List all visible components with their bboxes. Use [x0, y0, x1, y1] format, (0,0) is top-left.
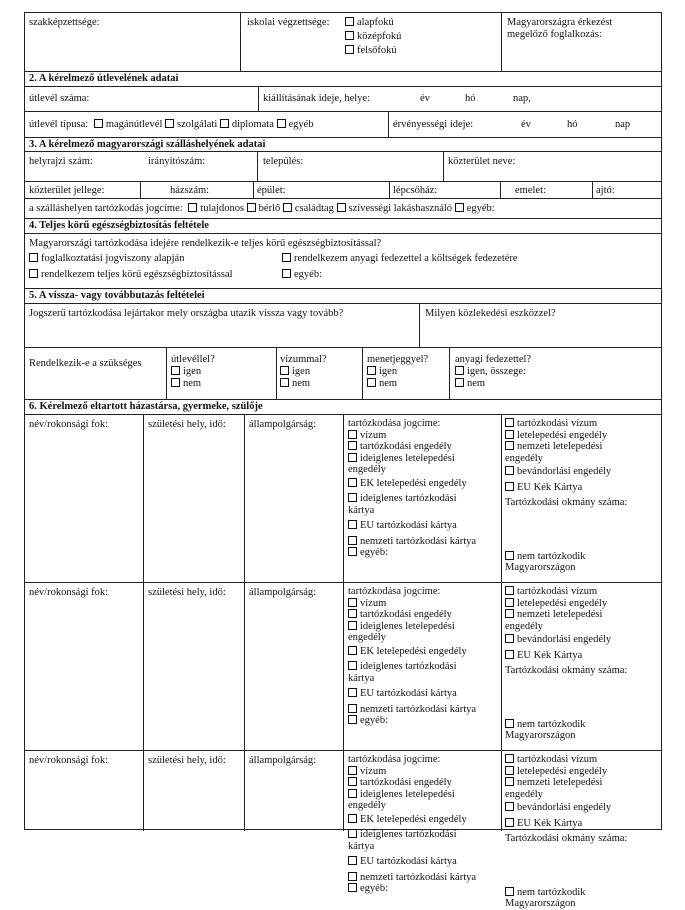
dependent-block	[25, 414, 661, 582]
checkbox[interactable]	[505, 777, 514, 786]
citizenship-label: állampolgárság:	[249, 587, 317, 598]
street-name-label: közterület neve:	[448, 156, 516, 167]
city-label: település:	[263, 156, 304, 167]
school-options: alapfokú középfokú felsőfokú	[345, 16, 401, 58]
checkbox[interactable]	[505, 634, 514, 643]
checkbox[interactable]	[94, 119, 103, 128]
citizenship-label: állampolgárság:	[249, 755, 317, 766]
checkbox[interactable]	[505, 802, 514, 811]
floor-label: emelet:	[515, 185, 546, 196]
school-label: iskolai végzettsége:	[247, 17, 330, 28]
checkbox[interactable]	[505, 551, 514, 560]
stay-title-list: tartózkodása jogcíme: vízum tartózkodási engedély ideiglenes letelepedési engedély EK letelepedési engedély ideiglenes tartózkodási kártya EU tartózkodási kártya nemzeti tartózkodási kártya egyéb:	[348, 586, 477, 726]
day-label: nap,	[513, 93, 531, 104]
section-title: 6. Kérelmező eltartott házastársa, gyermeke, szülője	[29, 401, 263, 412]
address-row-2	[25, 181, 661, 198]
checkbox[interactable]	[505, 418, 514, 427]
checkbox[interactable]	[277, 119, 286, 128]
checkbox[interactable]	[188, 203, 197, 212]
checkbox[interactable]	[345, 45, 354, 54]
requirements-label: Rendelkezik-e a szükséges	[29, 358, 142, 369]
validity-label: érvényességi ideje:	[393, 119, 474, 130]
passport-number-label: útlevél száma:	[29, 93, 90, 104]
checkbox[interactable]	[505, 650, 514, 659]
checkbox[interactable]	[367, 378, 376, 387]
checkbox[interactable]	[345, 17, 354, 26]
passport-yes-no: útlevéllel? igen nem	[171, 354, 215, 389]
day-label: nap	[615, 119, 631, 130]
permit-type-list: tartózkodási vízum letelepedési engedély nemzeti letelepedési engedély bevándorlási engedély EU Kék Kártya Tartózkodási okmány száma: nem tartózkodik Magyarországon	[505, 754, 628, 909]
birth-place-date-label: születési hely, idő:	[148, 755, 226, 766]
checkbox[interactable]	[337, 203, 346, 212]
checkbox[interactable]	[348, 661, 357, 670]
staircase-label: lépcsőház:	[393, 185, 438, 196]
dependent-block	[25, 750, 661, 909]
passport-type: útlevél típusa: magánútlevél szolgálati diplomata egyéb	[29, 119, 314, 130]
checkbox[interactable]	[505, 754, 514, 763]
checkbox[interactable]	[282, 269, 291, 278]
checkbox[interactable]	[348, 777, 357, 786]
parcel-label: helyrajzi szám:	[29, 156, 93, 167]
checkbox[interactable]	[171, 378, 180, 387]
permit-type-list: tartózkodási vízum letelepedési engedély nemzeti letelepedési engedély bevándorlási engedély EU Kék Kártya Tartózkodási okmány száma: nem tartózkodik Magyarországon	[505, 418, 628, 573]
insurance-option: egyéb:	[282, 269, 322, 281]
checkbox[interactable]	[505, 430, 514, 439]
checkbox[interactable]	[247, 203, 256, 212]
checkbox[interactable]	[455, 203, 464, 212]
checkbox[interactable]	[348, 609, 357, 618]
year-label: év	[521, 119, 531, 130]
checkbox[interactable]	[505, 441, 514, 450]
checkbox[interactable]	[282, 253, 291, 262]
checkbox[interactable]	[505, 598, 514, 607]
door-label: ajtó:	[596, 185, 615, 196]
section-4-body	[25, 233, 661, 288]
return-travel-row	[25, 303, 661, 347]
checkbox[interactable]	[348, 547, 357, 556]
section-title: 2. A kérelmező útlevelének adatai	[29, 73, 179, 84]
street-type-label: közterület jellege:	[29, 185, 105, 196]
residence-title: a szálláshelyen tartózkodás jogcíme: tulajdonos bérlő családtag szívességi lakáshasználó egyéb:	[29, 203, 495, 214]
section-5-header	[25, 288, 661, 303]
month-label: hó	[465, 93, 476, 104]
checkbox[interactable]	[348, 621, 357, 630]
checkbox[interactable]	[345, 31, 354, 40]
checkbox[interactable]	[348, 829, 357, 838]
address-row-1	[25, 151, 661, 181]
name-relation-label: név/rokonsági fok:	[29, 419, 109, 430]
checkbox[interactable]	[348, 872, 357, 881]
checkbox[interactable]	[348, 646, 357, 655]
checkbox[interactable]	[348, 856, 357, 865]
checkbox[interactable]	[220, 119, 229, 128]
section-2-header	[25, 71, 661, 86]
form-page	[24, 12, 662, 909]
dependent-block	[25, 582, 661, 750]
checkbox[interactable]	[29, 269, 38, 278]
checkbox[interactable]	[505, 887, 514, 896]
checkbox[interactable]	[348, 453, 357, 462]
checkbox[interactable]	[348, 598, 357, 607]
residence-title-row	[25, 198, 661, 218]
section-title: 3. A kérelmező magyarországi szálláshelyének adatai	[29, 139, 266, 150]
insurance-option: rendelkezem anyagi fedezettel a költségek fedezetére	[282, 253, 518, 265]
prev-job-label: Magyarországra érkezést megelőző foglalkozás:	[507, 17, 613, 40]
birth-place-date-label: születési hely, idő:	[148, 419, 226, 430]
checkbox[interactable]	[455, 366, 464, 375]
section-title: 5. A vissza- vagy továbbutazás feltételei	[29, 290, 205, 301]
funds-yes-no: anyagi fedezettel? igen, összege: nem	[455, 354, 532, 389]
house-number-label: házszám:	[170, 185, 210, 196]
insurance-option: rendelkezem teljes körű egészségbiztosítással	[29, 269, 233, 281]
qualification-label: szakképzettsége:	[29, 17, 100, 28]
checkbox[interactable]	[348, 536, 357, 545]
name-relation-label: név/rokonsági fok:	[29, 587, 109, 598]
checkbox[interactable]	[348, 814, 357, 823]
insurance-option: foglalkoztatási jogviszony alapján	[29, 253, 184, 265]
transport-question: Milyen közlekedési eszközzel?	[425, 308, 556, 319]
return-country-question: Jogszerű tartózkodása lejártakor mely országba utazik vissza vagy tovább?	[29, 308, 344, 319]
checkbox[interactable]	[505, 818, 514, 827]
checkbox[interactable]	[348, 520, 357, 529]
checkbox[interactable]	[348, 766, 357, 775]
checkbox[interactable]	[367, 366, 376, 375]
checkbox[interactable]	[505, 609, 514, 618]
checkbox[interactable]	[348, 715, 357, 724]
checkbox[interactable]	[455, 378, 464, 387]
section-3-header	[25, 137, 661, 151]
checkbox[interactable]	[348, 688, 357, 697]
checkbox[interactable]	[348, 493, 357, 502]
section-4-header	[25, 218, 661, 233]
issued-label: kiállításának ideje, helye:	[263, 93, 370, 104]
permit-type-list: tartózkodási vízum letelepedési engedély nemzeti letelepedési engedély bevándorlási engedély EU Kék Kártya Tartózkodási okmány száma: nem tartózkodik Magyarországon	[505, 586, 628, 741]
passport-type-row	[25, 111, 661, 137]
visa-yes-no: vízummal? igen nem	[280, 354, 327, 389]
checkbox[interactable]	[348, 883, 357, 892]
checkbox[interactable]	[505, 766, 514, 775]
checkbox[interactable]	[505, 719, 514, 728]
checkbox[interactable]	[348, 704, 357, 713]
requirements-row	[25, 347, 661, 399]
checkbox[interactable]	[171, 366, 180, 375]
checkbox[interactable]	[280, 366, 289, 375]
stay-title-list: tartózkodása jogcíme: vízum tartózkodási engedély ideiglenes letelepedési engedély EK letelepedési engedély ideiglenes tartózkodási kártya EU tartózkodási kártya nemzeti tartózkodási kártya egyéb:	[348, 418, 477, 558]
checkbox[interactable]	[283, 203, 292, 212]
name-relation-label: név/rokonsági fok:	[29, 755, 109, 766]
year-label: év	[420, 93, 430, 104]
building-label: épület:	[257, 185, 286, 196]
checkbox[interactable]	[348, 430, 357, 439]
ticket-yes-no: menetjeggyel? igen nem	[367, 354, 429, 389]
insurance-question: Magyarországi tartózkodása idejére rendelkezik-e teljes körű egészségbiztosítással?	[29, 238, 382, 249]
top-row	[25, 13, 661, 71]
checkbox[interactable]	[505, 586, 514, 595]
zip-label: irányítószám:	[148, 156, 206, 167]
passport-row	[25, 86, 661, 111]
stay-title-list: tartózkodása jogcíme: vízum tartózkodási engedély ideiglenes letelepedési engedély EK letelepedési engedély ideiglenes tartózkodási kártya EU tartózkodási kártya nemzeti tartózkodási kártya egyéb:	[348, 754, 477, 894]
section-title: 4. Teljes körű egészségbiztosítás feltétele	[29, 220, 209, 231]
month-label: hó	[567, 119, 578, 130]
birth-place-date-label: születési hely, idő:	[148, 587, 226, 598]
checkbox[interactable]	[348, 478, 357, 487]
checkbox[interactable]	[505, 466, 514, 475]
section-6-header	[25, 399, 661, 414]
checkbox[interactable]	[29, 253, 38, 262]
checkbox[interactable]	[280, 378, 289, 387]
checkbox[interactable]	[165, 119, 174, 128]
checkbox[interactable]	[505, 482, 514, 491]
checkbox[interactable]	[348, 789, 357, 798]
checkbox[interactable]	[348, 441, 357, 450]
citizenship-label: állampolgárság:	[249, 419, 317, 430]
